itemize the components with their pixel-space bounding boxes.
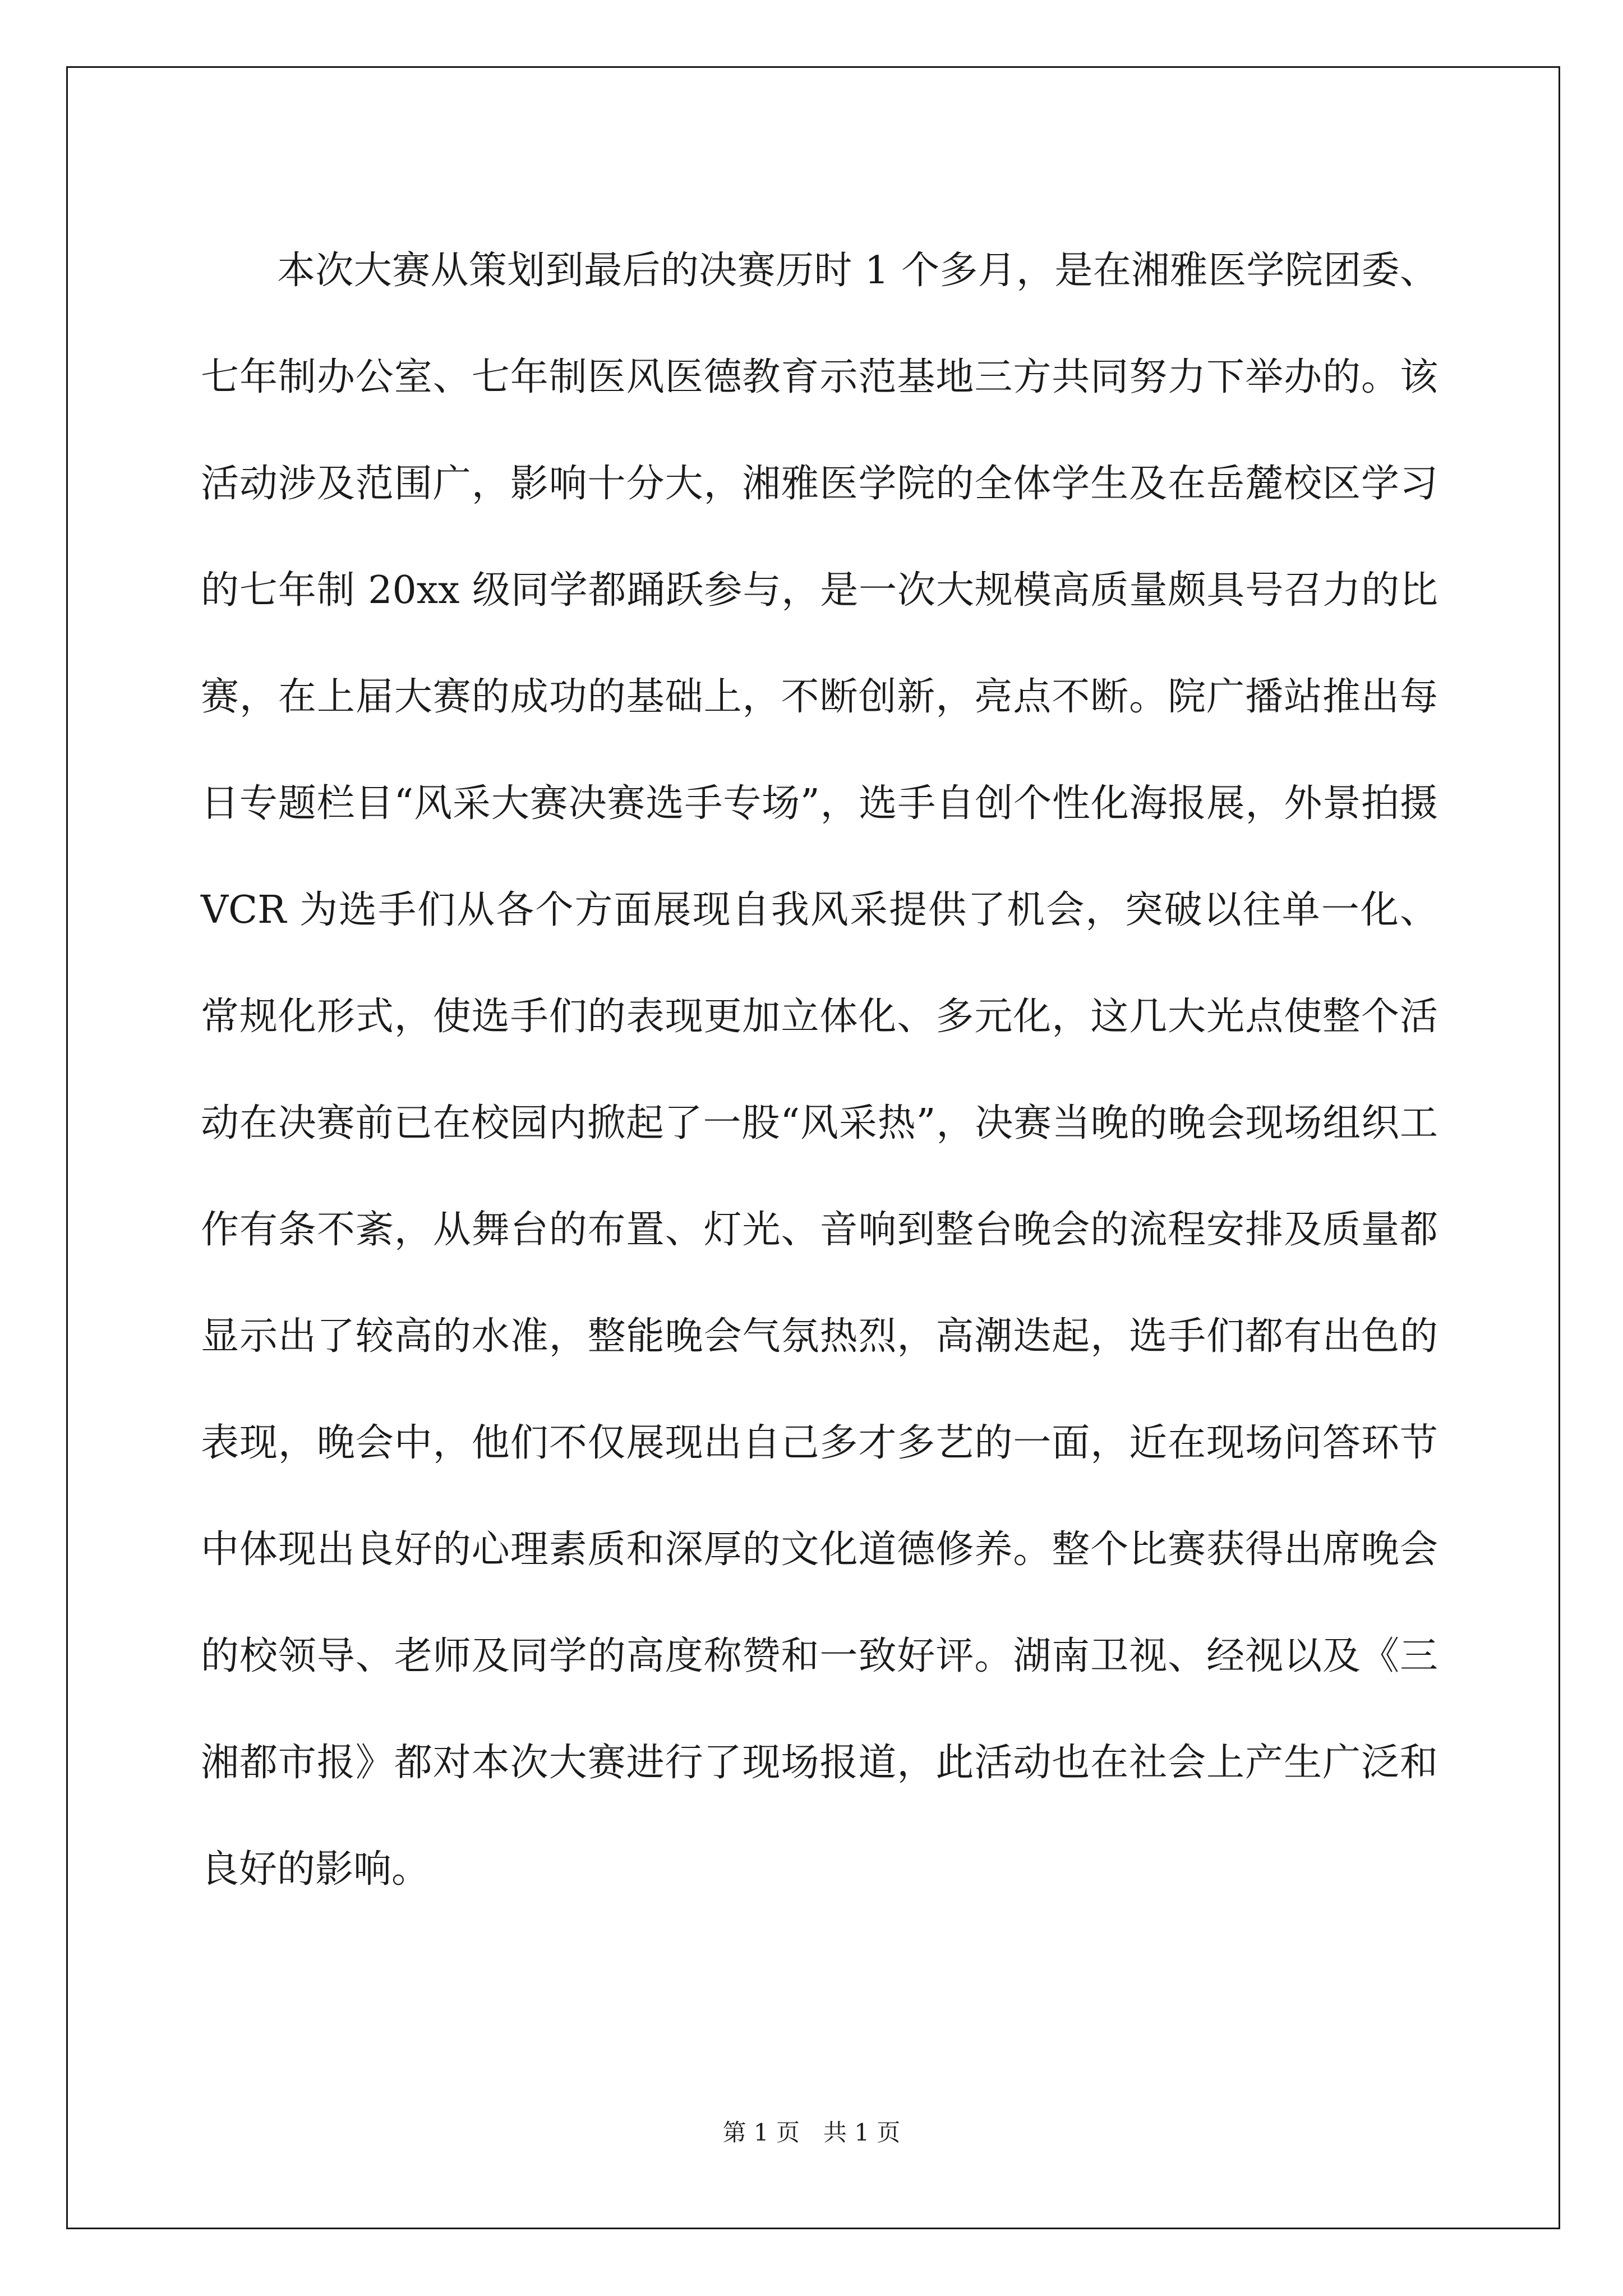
body-paragraph: 本次大赛从策划到最后的决赛历时 1 个多月，是在湘雅医学院团委、七年制办公室、七年制医风医德教育示范基地三方共同努力下举办的。该活动涉及范围广，影响十分大，湘雅医学院的全体学生及在岳麓校区学习的七年制 20xx 级同学都踊跃参与，是一次大规模高质量颇具号召力的比赛，在上届大赛的成功的基础上，不断创新，亮点不断。院广播站推出每日专题栏目“风采大赛决赛选手专场”，选手自创个性化海报展，外景拍摄 VCR 为选手们从各个方面展现自我风采提供了机会，突破以往单一化、常规化形式，使选手们的表现更加立体化、多元化，这几大光点使整个活动在决赛前已在校园内掀起了一股“风采热”，决赛当晚的晚会现场组织工作有条不紊，从舞台的布置、灯光、音响到整台晚会的流程安排及质量都显示出了较高的水准，整能晚会气氛热烈，高潮迭起，选手们都有出色的表现，晚会中，他们不仅展现出自己多才多艺的一面，近在现场问答环节中体现出良好的心理素质和深厚的文化道德修养。整个比赛获得出席晚会的校领导、老师及同学的高度称赞和一致好评。湖南卫视、经视以及《三湘都市报》都对本次大赛进行了现场报道，此活动也在社会上产生广泛和良好的影响。 [201,249,1438,1892]
page-footer: 第 1 页 共 1 页 [722,2119,901,2146]
